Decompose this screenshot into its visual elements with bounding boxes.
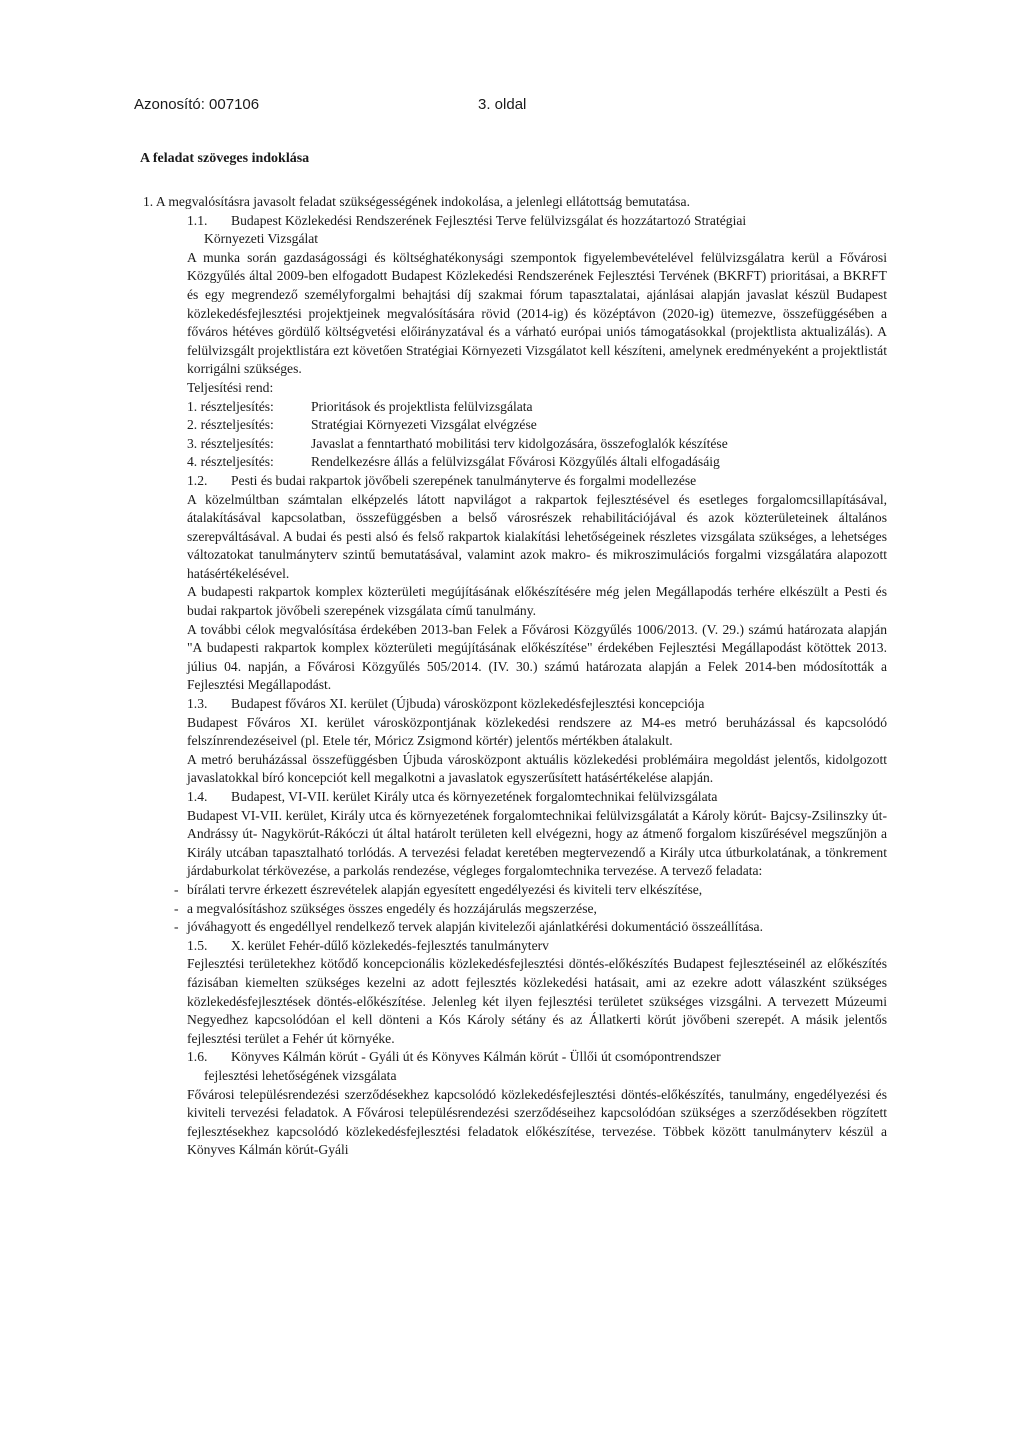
schedule-item (187, 416, 887, 435)
schedule-item-text: Rendelkezésre állás a felülvizsgálat Fővárosi Közgyűlés általi elfogadásáig (311, 454, 720, 470)
list-item: - a megvalósításhoz szükséges összes engedély és hozzájárulás megszerzése, (174, 900, 887, 919)
paragraph: A metró beruházással összefüggésben Újbuda városközpont aktuális közlekedési problémáira megoldást jelentős, kidolgozott javaslatokkal bíró koncepciót kell megalkotni a javaslatok egyszerűsített hatásértékelése alapján. (187, 751, 887, 786)
document-body (143, 193, 887, 1160)
schedule-item-text: Javaslat a fenntartható mobilitási terv kidolgozására, összefoglalók készítése (311, 435, 728, 451)
schedule-item-label: 3. részteljesítés: (187, 435, 274, 451)
list-item-text: jóváhagyott és engedéllyel rendelkező tervek alapján kivitelezői ajánlatkérési dokumentáció összeállítása. (187, 919, 763, 935)
schedule-item-label: 1. részteljesítés: (187, 398, 274, 414)
subsection-number: 1.2. (187, 472, 208, 488)
schedule-item-label: 2. részteljesítés: (187, 417, 274, 433)
paragraph: Budapest Főváros XI. kerület városközpontjának közlekedési rendszere az M4-es metró beruházással és kapcsolódó felszínrendezéseivel (pl. Etele tér, Móricz Zsigmond körtér) jelentős mértékben átalakult. (187, 714, 887, 749)
paragraph: Budapest VI-VII. kerület, Király utca és környezetének forgalomtechnikai felülvizsgálatát a Károly körút- Bajcsy-Zsilinszky út-Andrássy út- Nagykörút-Rákóczi út által határolt területen kell elvégezni, hogy az átmenő forgalom kiszűrésével megszűnjön a Király utcában tapasztalható torlódás. A tervezési feladat keretében megtervezendő a Király utca útburkolatának, a tönkrement járdaburkolat térkövezése, a parkolás rendezése, végleges forgalomtechnika tervezése. A tervező feladata: (187, 807, 887, 879)
paragraph: A további célok megvalósítása érdekében 2013-ban Felek a Fővárosi Közgyűlés 1006/2013. (V. 29.) számú határozata alapján "A budapesti rakpartok komplex közterületi megújításának előkészítése" érdekében Fejlesztési Megállapodást kötöttek 2013. július 04. napján, a Fővárosi Közgyűlés 505/2014. (IV. 30.) számú határozata alapján a Felek 2014-ben módosították a Fejlesztési Megállapodást. (187, 621, 887, 693)
subsection-heading-1-4 (187, 788, 887, 807)
paragraph: Fővárosi településrendezési szerződésekhez kapcsolódó közlekedésfejlesztési döntés-előkészítés, tanulmány, engedélyezési és kiviteli tervezési feladatok. A Fővárosi településrendezési szerződéseihez kapcsolódóan szükséges a szerződésekben rögzített fejlesztésekhez kapcsolódó közlekedésfejlesztési feladatok előkészítése, tervezése. Többek között tanulmányterv készül a Könyves Kálmán körút-Gyáli (187, 1086, 887, 1158)
list-item-text: a megvalósításhoz szükséges összes engedély és hozzájárulás megszerzése, (187, 900, 597, 916)
subsection-heading-1-3 (187, 695, 887, 714)
schedule-item-text: Stratégiai Környezeti Vizsgálat elvégzése (311, 417, 537, 433)
schedule-label: Teljesítési rend: (187, 379, 274, 395)
schedule-list (187, 398, 887, 472)
subsection-title: Budapest Közlekedési Rendszerének Fejlesztési Terve felülvizsgálat és hozzátartozó Stratégiai (231, 212, 747, 228)
subsection-number: 1.3. (187, 696, 208, 712)
subsection-number: 1.6. (187, 1049, 208, 1065)
subsection-title: X. kerület Fehér-dűlő közlekedés-fejlesztés tanulmányterv (231, 937, 549, 953)
subsection-number: 1.4. (187, 789, 208, 804)
list-item-text: bírálati tervre érkezett észrevételek alapján egyesített engedélyezési és kiviteli terv elkészítése, (187, 881, 703, 897)
schedule-item-text: Prioritások és projektlista felülvizsgálata (311, 398, 533, 414)
paragraph: A budapesti rakpartok komplex közterületi megújításának előkészítésére még jelen Megállapodás terhére elkészült a Pesti és budai rakpartok jövőbeli szerepének vizsgálata című tanulmány. (187, 584, 887, 619)
subsection-number: 1.5. (187, 937, 208, 953)
schedule-item (187, 398, 887, 417)
paragraph: A munka során gazdaságossági és költséghatékonysági szempontok figyelembevételével felülvizsgálatra kerül a Fővárosi Közgyűlés által 2009-ben elfogadott Budapest Közlekedési Rendszerének Fejlesztési Tervének (BKRFT) prioritásai, a BKRFT és egy megrendező személyforgalmi behajtási díj szakmai fórum tapasztalatai, ajánlásai alapján javaslat készül Budapest közlekedésfejlesztési projektjeinek megvalósítására rövid (2014-ig) és középtávon (2020-ig) ütemezve, összefüggésében a főváros hétéves gördülő költségvetési előirányzatával és a várható európai uniós támogatásokkal (projektlista aktualizálás). A felülvizsgált projektlistára ezt követően Stratégiai Környezeti Vizsgálatot kell készíteni, amelynek eredményeként a projektlistát korrigálni szükséges. (187, 249, 887, 377)
subsection-title: Budapest, VI-VII. kerület Király utca és környezetének forgalomtechnikai felülvizsgálata (231, 789, 718, 804)
intro-line (143, 193, 887, 212)
paragraph: Fejlesztési területekhez kötődő koncepcionális közlekedésfejlesztési döntés-előkészítés Budapest fejlesztéseinél az előkészítés fázisában kiemelten szükséges kezelni az adott fejlesztés közlekedési hatásait, ami az ezekre adott válaszként szükséges közlekedésfejlesztések döntés-előkészítése. Jelenleg két ilyen fejlesztési területet szükséges vizsgálni. A tervezett Múzeumi Negyedhez kapcsolódóan el kell dönteni a Kós Károly sétány és az Állatkerti körút jövőbeni szerepét. A másik jelentős fejlesztési terület a Fehér út környéke. (187, 956, 887, 1046)
paragraph: A közelmúltban számtalan elképzelés látott napvilágot a rakpartok fejlesztésével és esetleges forgalomcsillapításával, átalakításával kapcsolatban, összefüggésben a belső városrészek rehabilitációjával és azok közterületeinek általános szerepváltásával. A budai és pesti alsó és felső rakpartok kialakítási lehetőségeinek részletes vizsgálata szükséges, a lehetséges változatokat tanulmányterv szintű bemutatásával, valamint azok makro- és mikroszimulációs forgalmi vizsgálatára alapozott hatásértékelésével. (187, 491, 887, 581)
subsection-heading-1-2 (187, 472, 887, 491)
schedule-item (187, 453, 887, 472)
task-list (174, 881, 887, 937)
schedule-item (187, 435, 887, 454)
subsection-title-continued: fejlesztési lehetőségének vizsgálata (204, 1067, 397, 1083)
list-item: - bírálati tervre érkezett észrevételek alapján egyesített engedélyezési és kiviteli terv elkészítése, (174, 881, 887, 900)
list-item: - jóváhagyott és engedéllyel rendelkező tervek alapján kivitelezői ajánlatkérési dokumentáció összeállítása. (174, 918, 887, 937)
schedule-item-label: 4. részteljesítés: (187, 454, 274, 470)
subsection-heading-1-1 (187, 212, 887, 231)
subsection-title: Könyves Kálmán körút - Gyáli út és Könyves Kálmán körút - Üllői út csomópontrendszer (231, 1049, 721, 1065)
subsection-title: Pesti és budai rakpartok jövőbeli szerepének tanulmányterve és forgalmi modellezése (231, 472, 697, 488)
subsection-number: 1.1. (187, 212, 208, 228)
intro-number: 1. (143, 194, 154, 209)
subsection-heading-1-5 (187, 937, 887, 956)
section-title: A feladat szöveges indoklása (140, 151, 310, 166)
page-number: 3. oldal (478, 96, 527, 113)
document-id: Azonosító: 007106 (134, 96, 260, 113)
intro-text: A megvalósításra javasolt feladat szükségességének indokolása, a jelenlegi ellátottság bemutatása. (155, 194, 690, 209)
subsection-title: Budapest főváros XI. kerület (Újbuda) városközpont közlekedésfejlesztési koncepciója (231, 696, 705, 712)
subsection-heading-1-6 (187, 1048, 887, 1067)
subsection-title-continued: Környezeti Vizsgálat (204, 231, 319, 247)
